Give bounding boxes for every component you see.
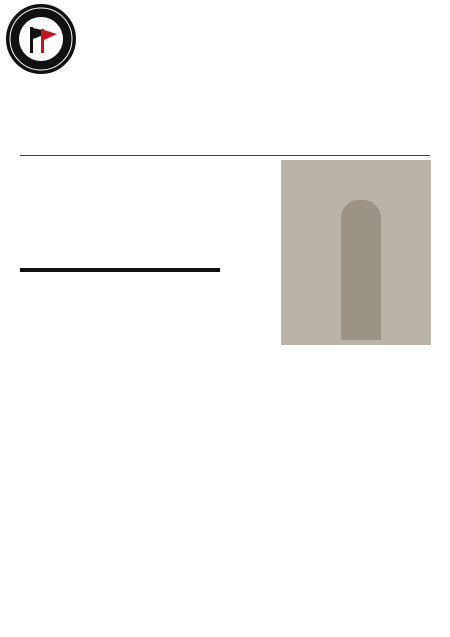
divider [20,155,430,156]
poster-figure [341,200,381,340]
right-column [232,350,432,353]
page-header [0,0,450,82]
flags-icon [21,19,61,59]
antifascist-logo [6,4,76,74]
section-heading [20,268,220,272]
left-column [20,265,220,276]
no-pasaran-logo [352,6,446,72]
poster-image [281,160,431,345]
